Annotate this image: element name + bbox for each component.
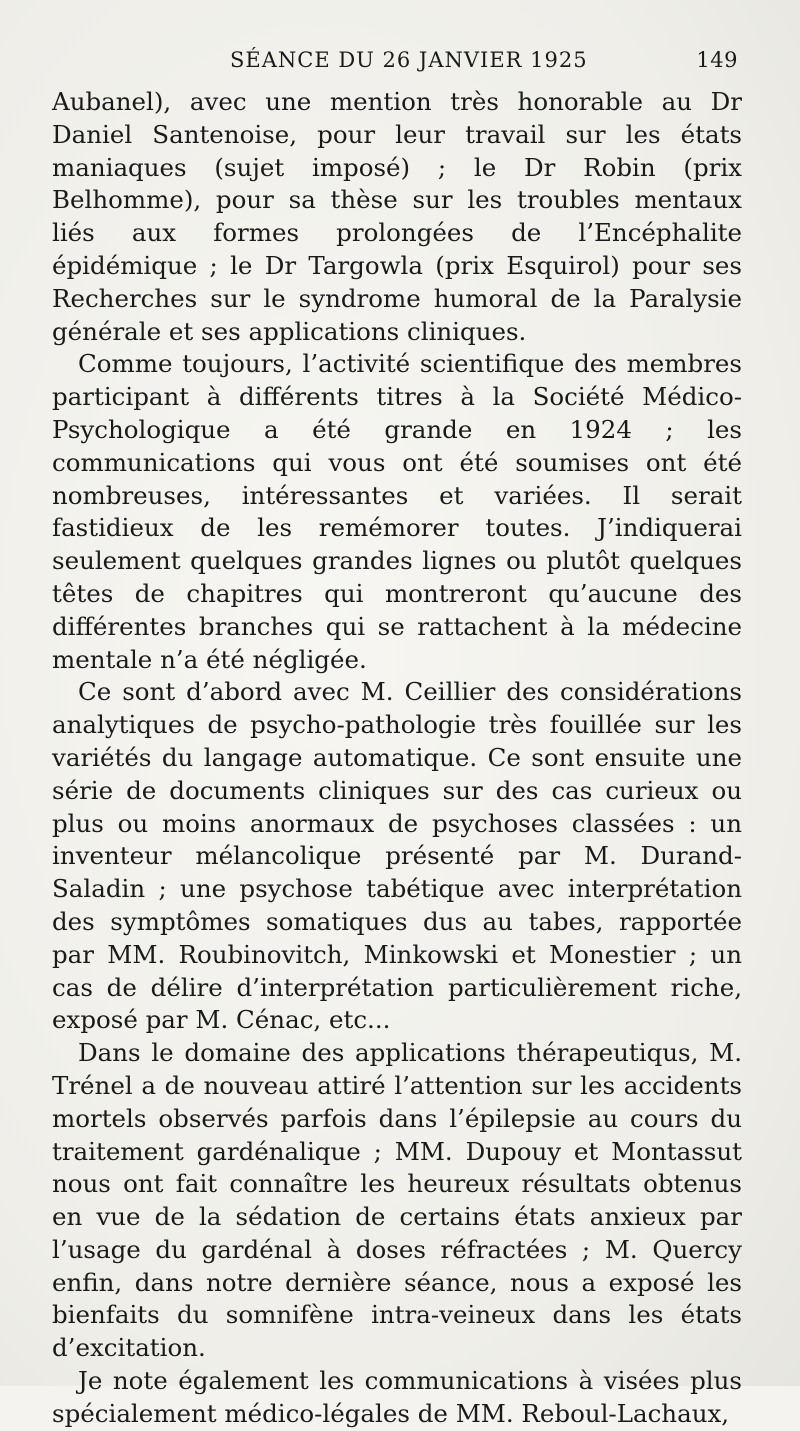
page-header bbox=[52, 40, 742, 80]
page-number: 149 bbox=[696, 48, 738, 72]
paragraph-3: Ce sont d’abord avec M. Ceillier des considérations analytiques de psycho-pathologie très fouillée sur les variétés du langage automatique. Ce sont ensuite une série de documents cliniques sur des cas curieux ou plus ou moins anormaux de psychoses classées : un inventeur mélancolique présenté par M. Durand-Saladin ; une psychose tabétique avec interprétation des symptômes somatiques dus au tabes, rapportée par MM. Roubinovitch, Minkowski et Monestier ; un cas de délire d’interprétation particulièrement riche, exposé par M. Cénac, etc... bbox=[52, 677, 742, 1035]
body-text bbox=[52, 86, 742, 1431]
paragraph-1: Aubanel), avec une mention très honorable au Dr Daniel Santenoise, pour leur travail sur les états maniaques (sujet imposé) ; le Dr Robin (prix Belhomme), pour sa thèse sur les troubles mentaux liés aux formes prolongées de l’Encéphalite épidémique ; le Dr Targowla (prix Esquirol) pour ses Recherches sur le syndrome humoral de la Paralysie générale et ses applications cliniques. bbox=[52, 87, 742, 346]
running-head: SÉANCE DU 26 JANVIER 1925 bbox=[230, 48, 588, 72]
paragraph-2: Comme toujours, l’activité scientifique des membres participant à différents titres à la Société Médico-Psychologique a été grande en 1924 ; les communications qui vous ont été soumises ont été nombreuses, intéressantes et variées. Il serait fastidieux de les remémorer toutes. J’indiquerai seulement quelques grandes lignes ou plutôt quelques têtes de chapitres qui montreront qu’aucune des différentes branches qui se rattachent à la médecine mentale n’a été négligée. bbox=[52, 349, 742, 674]
paragraph-5: Je note également les communications à visées plus spécialement médico-légales de MM. Reboul-Lachaux, bbox=[52, 1366, 742, 1428]
paragraph-4: Dans le domaine des applications thérapeutiqus, M. Trénel a de nouveau attiré l’attention sur les accidents mortels observés parfois dans l’épilepsie au cours du traitement gardénalique ; MM. Dupouy et Montassut nous ont fait connaître les heureux résultats obtenus en vue de la sédation de certains états anxieux par l’usage du gardénal à doses réfractées ; M. Quercy enfin, dans notre dernière séance, nous a exposé les bienfaits du somnifène intra-veineux dans les états d’excitation. bbox=[52, 1038, 742, 1363]
